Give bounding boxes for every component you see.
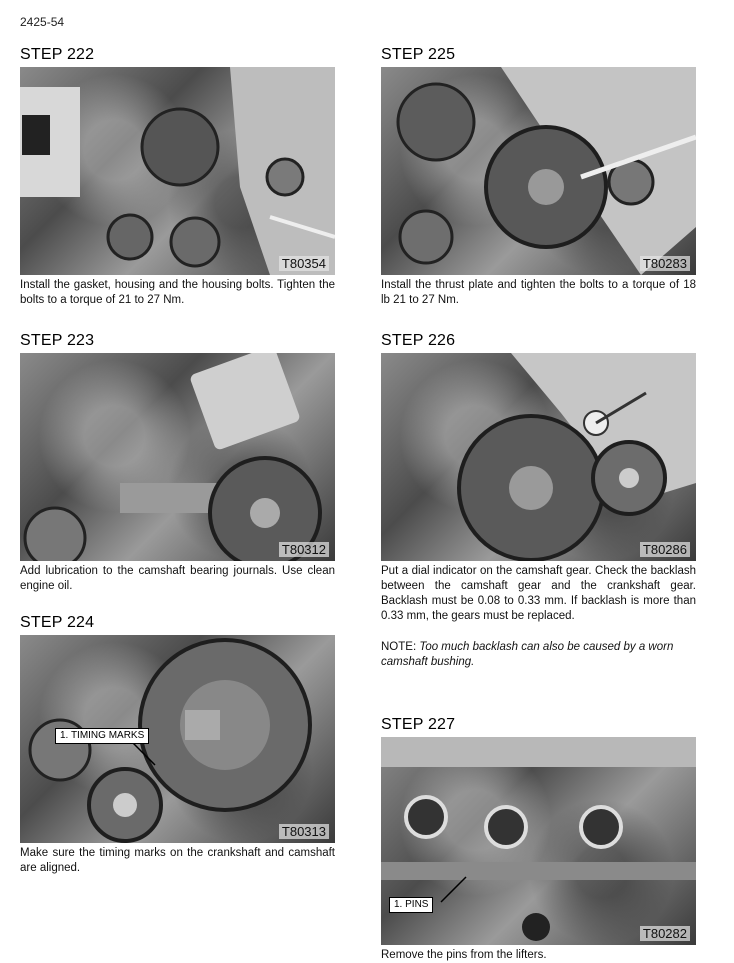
page-number: 2425-54 [20, 15, 65, 29]
gear-illustration-icon [20, 67, 335, 275]
step-title: STEP 224 [20, 614, 95, 631]
photo-code: T80313 [279, 824, 329, 839]
step-caption: Install the gasket, housing and the housing bolts. Tighten the bolts to a torque of 21 to 27 Nm. [20, 279, 335, 306]
note-text: Too much backlash can also be caused by a worn camshaft bushing. [381, 641, 674, 668]
step-223 [20, 331, 335, 594]
step-caption: Put a dial indicator on the camshaft gear. Check the backlash between the camshaft gear and the crankshaft gear. Backlash must be 0.08 to 0.33 mm. If backlash is more than 0.33 mm, the gears must be replaced. [381, 565, 696, 622]
step-225 [381, 45, 696, 308]
engine-photo [381, 737, 696, 945]
step-caption: Make sure the timing marks on the crankshaft and camshaft are aligned. [20, 847, 335, 874]
photo-code: T80354 [279, 256, 329, 271]
step-226 [381, 331, 696, 682]
pins-callout: 1. PINS [389, 897, 433, 913]
step-222 [20, 45, 335, 308]
step-title: STEP 227 [381, 716, 456, 733]
step-title: STEP 226 [381, 332, 456, 349]
note [381, 640, 696, 670]
timing-marks-callout: 1. TIMING MARKS [55, 728, 149, 744]
step-title: STEP 222 [20, 46, 95, 63]
lifter-pins-illustration-icon [381, 737, 696, 945]
engine-photo [20, 67, 335, 275]
step-caption: Add lubrication to the camshaft bearing journals. Use clean engine oil. [20, 565, 335, 592]
photo-code: T80282 [640, 926, 690, 941]
step-caption: Install the thrust plate and tighten the bolts to a torque of 18 lb 21 to 27 Nm. [381, 279, 696, 306]
step-227 [381, 715, 696, 963]
step-caption: Remove the pins from the lifters. [381, 949, 547, 961]
camshaft-illustration-icon [20, 353, 335, 561]
note-label: NOTE: [381, 641, 417, 653]
step-224 [20, 613, 335, 876]
engine-photo [20, 353, 335, 561]
step-title: STEP 225 [381, 46, 456, 63]
dial-indicator-illustration-icon [381, 353, 696, 561]
step-title: STEP 223 [20, 332, 95, 349]
photo-code: T80312 [279, 542, 329, 557]
photo-code: T80286 [640, 542, 690, 557]
engine-photo [381, 67, 696, 275]
thrust-plate-illustration-icon [381, 67, 696, 275]
photo-code: T80283 [640, 256, 690, 271]
engine-photo [20, 635, 335, 843]
engine-photo [381, 353, 696, 561]
